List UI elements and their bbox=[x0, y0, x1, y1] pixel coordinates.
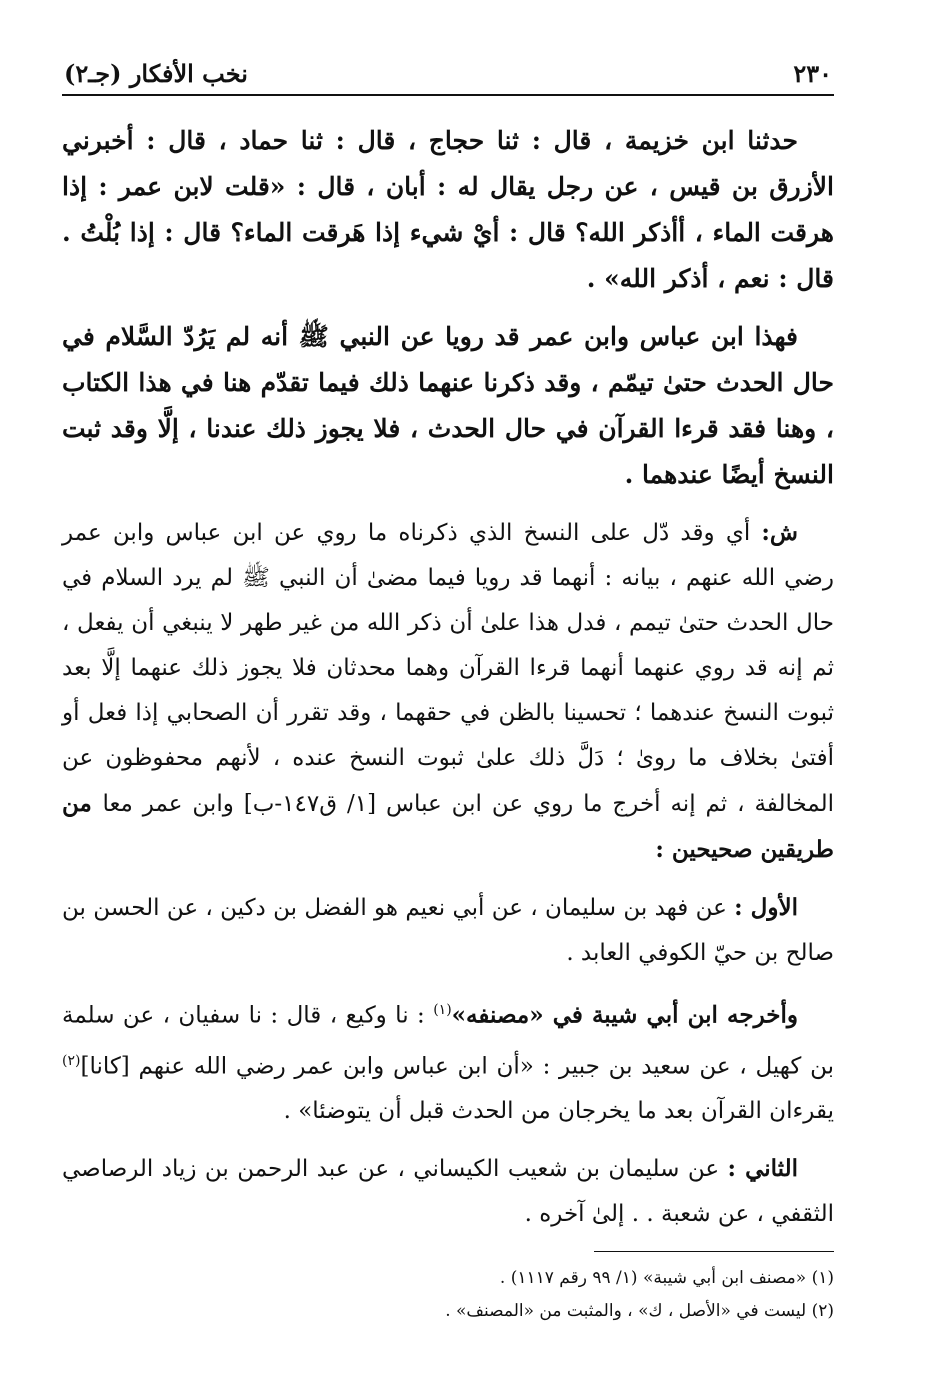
paragraph-text: عن سليمان بن شعيب الكيساني ، عن عبد الرحمن بن زياد الرصاصي الثقفي ، عن شعبة . . إلىٰ آخره . bbox=[62, 1156, 834, 1228]
paragraph-lead: وأخرجه ابن أبي شيبة في «مصنفه» bbox=[451, 1001, 799, 1029]
second-chain-paragraph bbox=[62, 1146, 834, 1237]
footnote-2: (٢) ليست في «الأصل ، ك» ، والمثبت من «المصنف» . bbox=[445, 1301, 834, 1322]
page-header bbox=[62, 52, 834, 92]
footnote-ref: (٢) bbox=[62, 1052, 81, 1069]
explanation-paragraph bbox=[62, 510, 834, 873]
footnote-1: (١) «مصنف ابن أبي شيبة» (١/ ٩٩ رقم ١١١٧) . bbox=[499, 1268, 834, 1289]
paragraph-lead: الثاني : bbox=[727, 1155, 798, 1183]
paragraph-lead: الأول : bbox=[734, 894, 798, 921]
first-chain-paragraph bbox=[62, 885, 834, 976]
paragraph-tail: يقرءان القرآن بعد ما يخرجان من الحدث قبل أن يتوضئا» . bbox=[283, 1098, 834, 1125]
commentary-paragraph-bold: فهذا ابن عباس وابن عمر قد رويا عن النبي ﷺ أنه لم يَرُدّ السَّلام في حال الحدث حتىٰ تيمّم ، وقد ذكرنا عنهما ذلك فيما تقدّم هنا في هذا الكتاب ، وهنا فقد قرءا القرآن في حال الحدث ، فلا يجوز ذلك عندنا ، إلَّا وقد ثبت النسخ أيضًا عندهما . bbox=[62, 322, 834, 489]
running-title: نخب الأفكار (جـ٢) bbox=[64, 59, 248, 88]
footnote-rule bbox=[594, 1251, 834, 1252]
header-rule bbox=[62, 94, 834, 96]
paragraph-text: عن فهد بن سليمان ، عن أبي نعيم هو الفضل بن دكين ، عن الحسن بن صالح بن حيّ الكوفي العابد . bbox=[62, 895, 834, 966]
hadith-paragraph: حدثنا ابن خزيمة ، قال : ثنا حجاج ، قال : ثنا حماد ، قال : أخبرني الأزرق بن قيس ، عن رجل يقال له : أبان ، قال : «قلت لابن عمر : إذا هرقت الماء ، أأذكر الله؟ قال : أيْ شيء إذا هَرقت الماء؟ قال : إذا بُلْتُ . قال : نعم ، أذكر الله» . bbox=[62, 126, 834, 293]
ibn-abi-shayba-paragraph bbox=[62, 988, 834, 1134]
paragraph-text: : نا وكيع ، قال : نا سفيان ، عن سلمة بن كهيل ، عن سعيد بن جبير : «أن ابن عباس وابن عمر رضي الله عنهم [كانا] bbox=[62, 1002, 834, 1080]
paragraph-tail: من طريقين صحيحين : bbox=[62, 790, 834, 863]
footnote-ref: (١) bbox=[433, 1002, 452, 1018]
page-number: ٢٣٠ bbox=[793, 59, 832, 88]
page-body bbox=[62, 118, 834, 1237]
paragraph-text: أي وقد دّل على النسخ الذي ذكرناه ما روي عن ابن عباس وابن عمر رضي الله عنهم ، بيانه : أنهما قد رويا فيما مضىٰ أن النبي ﷺ لم يرد السلام في حال الحدث حتىٰ تيمم ، فدل هذا علىٰ أن ذكر الله من غير طهر لا ينبغي أن يفعل ، ثم إنه قد روي عنهما أنهما قرءا القرآن وهما محدثان فلا يجوز ذلك عنهما إلَّا بعد ثبوت النسخ عندهما ؛ تحسينا بالظن في حقهما ، وقد تقرر أن الصحابي إذا فعل أو أفتىٰ بخلاف ما روىٰ ؛ دَلَّ ذلك علىٰ ثبوت النسخ عنده ، لأنهم محفوظون عن المخالفة ، ثم إنه أخرج ما روي عن ابن عباس [١/ ق١٤٧-ب] وابن عمر معا bbox=[62, 520, 834, 817]
footnotes bbox=[62, 1262, 834, 1328]
paragraph-lead: ش: bbox=[761, 519, 798, 546]
book-page bbox=[62, 52, 834, 1328]
